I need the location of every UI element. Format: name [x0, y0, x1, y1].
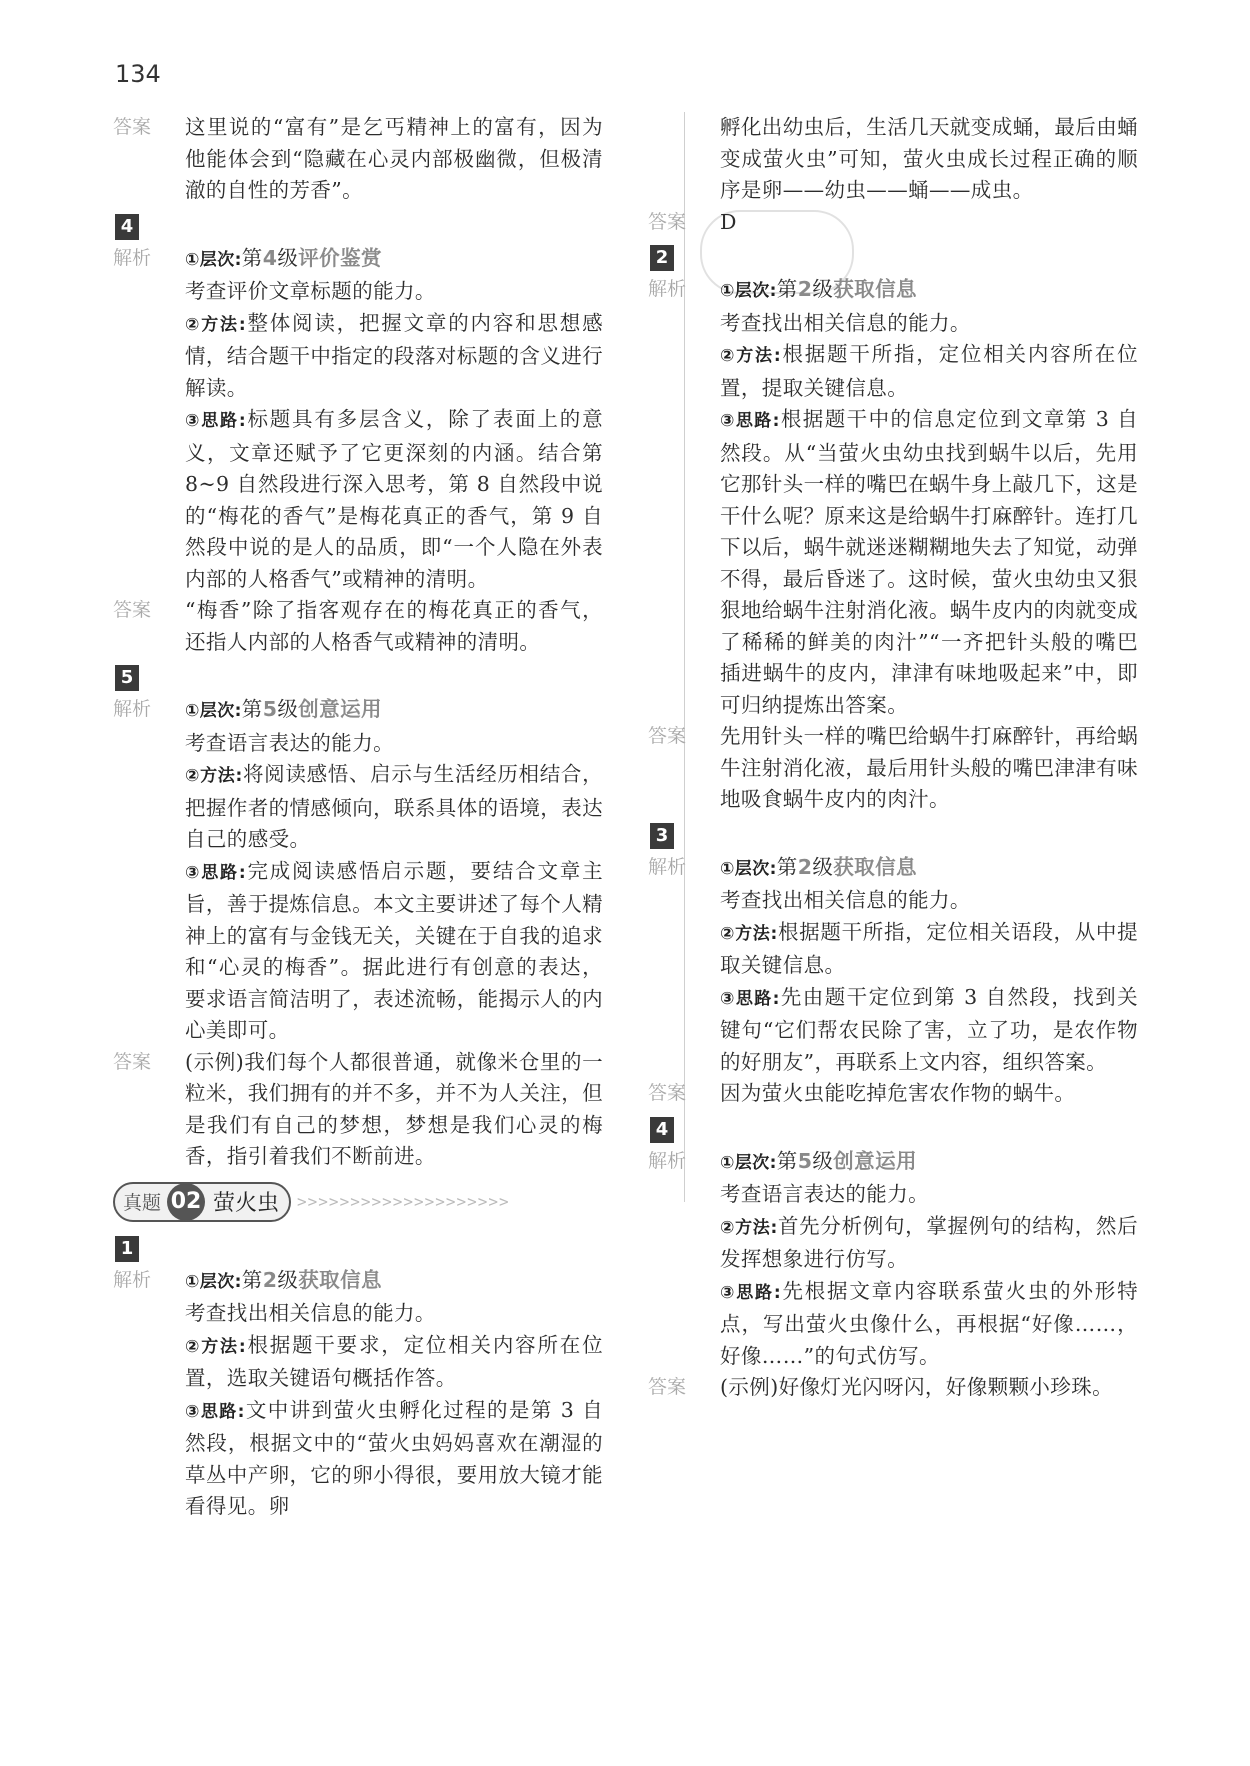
topic-number: 02: [167, 1183, 205, 1221]
answer-label: 答案: [648, 1082, 687, 1104]
analysis-block: [113, 1265, 603, 1523]
method-key: ②方法:: [720, 1217, 778, 1238]
level-desc: 考查评价文章标题的能力。: [185, 279, 436, 303]
level-text: 第: [241, 245, 263, 270]
level-unit: 级: [277, 697, 299, 721]
topic-tag: 真题: [123, 1192, 162, 1214]
topic-title: 萤火虫: [213, 1191, 280, 1216]
method-text: 首先分析例句，掌握例句的结构，然后发挥想象进行仿写。: [720, 1213, 1138, 1271]
level-key: ①层次:: [185, 249, 242, 270]
method-key: ②方法:: [720, 346, 782, 366]
analysis-label: 解析: [648, 1149, 687, 1172]
method-key: ②方法:: [720, 923, 778, 944]
topic-arrows: >>>>>>>>>>>>>>>>>>>>: [297, 1192, 510, 1211]
analysis-label: 解析: [113, 698, 152, 720]
level-text: 第: [241, 1267, 263, 1292]
thinking-text: 标题具有多层含义，除了表面上的意义，文章还赋予了它更深刻的内涵。结合第 8~9 自然段进行深入思考，第 8 自然段中说的“梅花的香气”是梅花真正的香气，第 9 自然段中说的是人的品质，即“一个人隐在外表内部的人格香气”或精神的清明。: [185, 407, 603, 591]
level-number: 5: [262, 697, 278, 721]
thinking-key: ③思路:: [720, 1282, 782, 1303]
thinking-text: 文中讲到萤火虫孵化过程的是第 3 自然段，根据文中的“萤火虫妈妈喜欢在潮湿的草丛中产卵，它的卵小得很，要用放大镜才能看得见。卵: [185, 1397, 603, 1518]
answer-text: (示例)好像灯光闪呀闪，好像颗颗小珍珠。: [720, 1375, 1113, 1399]
level-name: 获取信息: [833, 854, 917, 879]
question-number: 5: [115, 665, 139, 691]
analysis-label: 解析: [113, 1268, 152, 1291]
topic-box: [113, 1182, 291, 1222]
thinking-text: 先根据文章内容联系萤火虫的外形特点，写出萤火虫像什么，再根据“好像……，好像……”的句式仿写。: [720, 1278, 1138, 1368]
level-name: 获取信息: [833, 277, 917, 301]
level-text: 第: [776, 1148, 798, 1173]
method-text: 整体阅读，把握文章的内容和思想感情，结合题干中指定的段落对标题的含义进行解读。: [185, 310, 603, 400]
analysis-block: [648, 852, 1138, 1079]
answer-block: [648, 721, 1138, 816]
level-desc: 考查找出相关信息的能力。: [720, 888, 971, 912]
answer-text: 这里说的“富有”是乞丐精神上的富有，因为他能体会到“隐藏在心灵内部极幽微，但极清澈的自性的芳香”。: [185, 115, 603, 202]
method-text: 根据题干要求，定位相关内容所在位置，选取关键语句概括作答。: [185, 1332, 603, 1390]
topic-header: [113, 1181, 603, 1223]
thinking-text: 根据题干中的信息定位到文章第 3 自然段。从“当萤火虫幼虫找到蜗牛以后，先用它那针头一样的嘴巴在蜗牛身上敲几下，这是干什么呢？原来这是给蜗牛打麻醉针。连打几下以后，蜗牛就迷迷糊糊地失去了知觉，动弹不得，最后昏迷了。这时候，萤火虫幼虫又狠狠地给蜗牛注射消化液。蜗牛皮内的肉就变成了稀稀的鲜美的肉汁”“一齐把针头般的嘴巴插进蜗牛的皮内，津津有味地吸起来”中，即可归纳提炼出答案。: [720, 407, 1138, 717]
level-key: ①层次:: [185, 1271, 242, 1292]
thinking-key: ③思路:: [185, 411, 247, 431]
thinking-text-continued: 孵化出幼虫后，生活几天就变成蛹，最后由蛹变成萤火虫”可知，萤火虫成长过程正确的顺序是卵——幼虫——蛹——成虫。: [720, 115, 1138, 202]
thinking-key: ③思路:: [720, 411, 780, 431]
analysis-block: [113, 243, 603, 596]
level-number: 2: [797, 277, 813, 301]
answer-text: “梅香”除了指客观存在的梅花真正的香气，还指人内部的人格香气或精神的清明。: [185, 598, 603, 654]
thinking-text: 先由题干定位到第 3 自然段，找到关键句“它们帮农民除了害，立了功，是农作物的好朋友”，再联系上文内容，组织答案。: [720, 984, 1138, 1074]
analysis-label: 解析: [113, 246, 152, 269]
answer-text: 先用针头一样的嘴巴给蜗牛打麻醉针，再给蜗牛注射消化液，最后用针头般的嘴巴津津有味地吸食蜗牛皮内的肉汁。: [720, 724, 1138, 811]
analysis-continued: [648, 112, 1138, 207]
level-desc: 考查找出相关信息的能力。: [185, 1301, 436, 1325]
level-unit: 级: [277, 245, 299, 270]
level-key: ①层次:: [720, 281, 777, 301]
method-key: ②方法:: [185, 1336, 247, 1357]
level-unit: 级: [812, 277, 834, 301]
thinking-text: 完成阅读感悟启示题，要结合文章主旨，善于提炼信息。本文主要讲述了每个人精神上的富有与金钱无关，关键在于自我的追求和“心灵的梅香”。据此进行有创意的表达，要求语言简洁明了，表述流畅，能揭示人的内心美即可。: [185, 858, 603, 1042]
level-desc: 考查语言表达的能力。: [185, 730, 394, 755]
right-column: [648, 112, 1138, 1404]
answer-text: 因为萤火虫能吃掉危害农作物的蜗牛。: [720, 1081, 1076, 1105]
level-name: 创意运用: [298, 697, 382, 721]
analysis-label: 解析: [648, 855, 687, 878]
left-column: [113, 112, 603, 1523]
level-unit: 级: [277, 1267, 299, 1292]
answer-label: 答案: [113, 116, 152, 138]
level-key: ①层次:: [720, 858, 777, 879]
level-desc: 考查找出相关信息的能力。: [720, 310, 971, 335]
question-number: 3: [650, 823, 674, 849]
method-text: 根据题干所指，定位相关语段，从中提取关键信息。: [720, 919, 1138, 977]
level-text: 第: [776, 277, 798, 301]
thinking-key: ③思路:: [185, 1401, 245, 1422]
level-number: 5: [797, 1148, 813, 1173]
method-key: ②方法:: [185, 314, 247, 335]
analysis-label: 解析: [648, 278, 687, 300]
level-unit: 级: [812, 854, 834, 879]
level-name: 创意运用: [833, 1148, 917, 1173]
level-text: 第: [241, 697, 263, 721]
thinking-key: ③思路:: [720, 988, 780, 1009]
question-number: 2: [650, 245, 674, 271]
analysis-block: [113, 694, 603, 1047]
analysis-block: [648, 274, 1138, 721]
question-number: 1: [115, 1236, 139, 1262]
level-unit: 级: [812, 1148, 834, 1173]
method-text: 将阅读感悟、启示与生活经历相结合，把握作者的情感倾向，联系具体的语境，表达自己的感受。: [185, 762, 603, 851]
answer-block: [113, 112, 603, 207]
answer-block: [113, 595, 603, 658]
level-key: ①层次:: [720, 1152, 777, 1173]
method-key: ②方法:: [185, 766, 243, 786]
level-number: 2: [797, 854, 813, 879]
level-number: 2: [262, 1267, 278, 1292]
answer-label: 答案: [648, 725, 687, 747]
level-number: 4: [262, 245, 278, 270]
question-number: 4: [115, 214, 139, 240]
page-number: 134: [115, 60, 161, 88]
answer-block: [648, 207, 1138, 239]
answer-label: 答案: [113, 599, 152, 621]
level-name: 评价鉴赏: [298, 245, 382, 270]
level-desc: 考查语言表达的能力。: [720, 1182, 929, 1206]
answer-text: (示例)我们每个人都很普通，就像米仓里的一粒米，我们拥有的并不多，并不为人关注，但是我们有自己的梦想，梦想是我们心灵的梅香，指引着我们不断前进。: [185, 1049, 603, 1168]
question-number: 4: [650, 1117, 674, 1143]
answer-label: 答案: [648, 210, 687, 233]
analysis-block: [648, 1146, 1138, 1373]
level-key: ①层次:: [185, 701, 242, 721]
thinking-key: ③思路:: [185, 862, 247, 883]
answer-label: 答案: [113, 1050, 152, 1073]
level-text: 第: [776, 854, 798, 879]
answer-block: [648, 1078, 1138, 1110]
answer-block: [113, 1047, 603, 1173]
answer-label: 答案: [648, 1376, 687, 1398]
answer-block: [648, 1372, 1138, 1404]
level-name: 获取信息: [298, 1267, 382, 1292]
answer-text: D: [720, 209, 737, 234]
method-text: 根据题干所指，定位相关内容所在位置，提取关键信息。: [720, 342, 1138, 400]
